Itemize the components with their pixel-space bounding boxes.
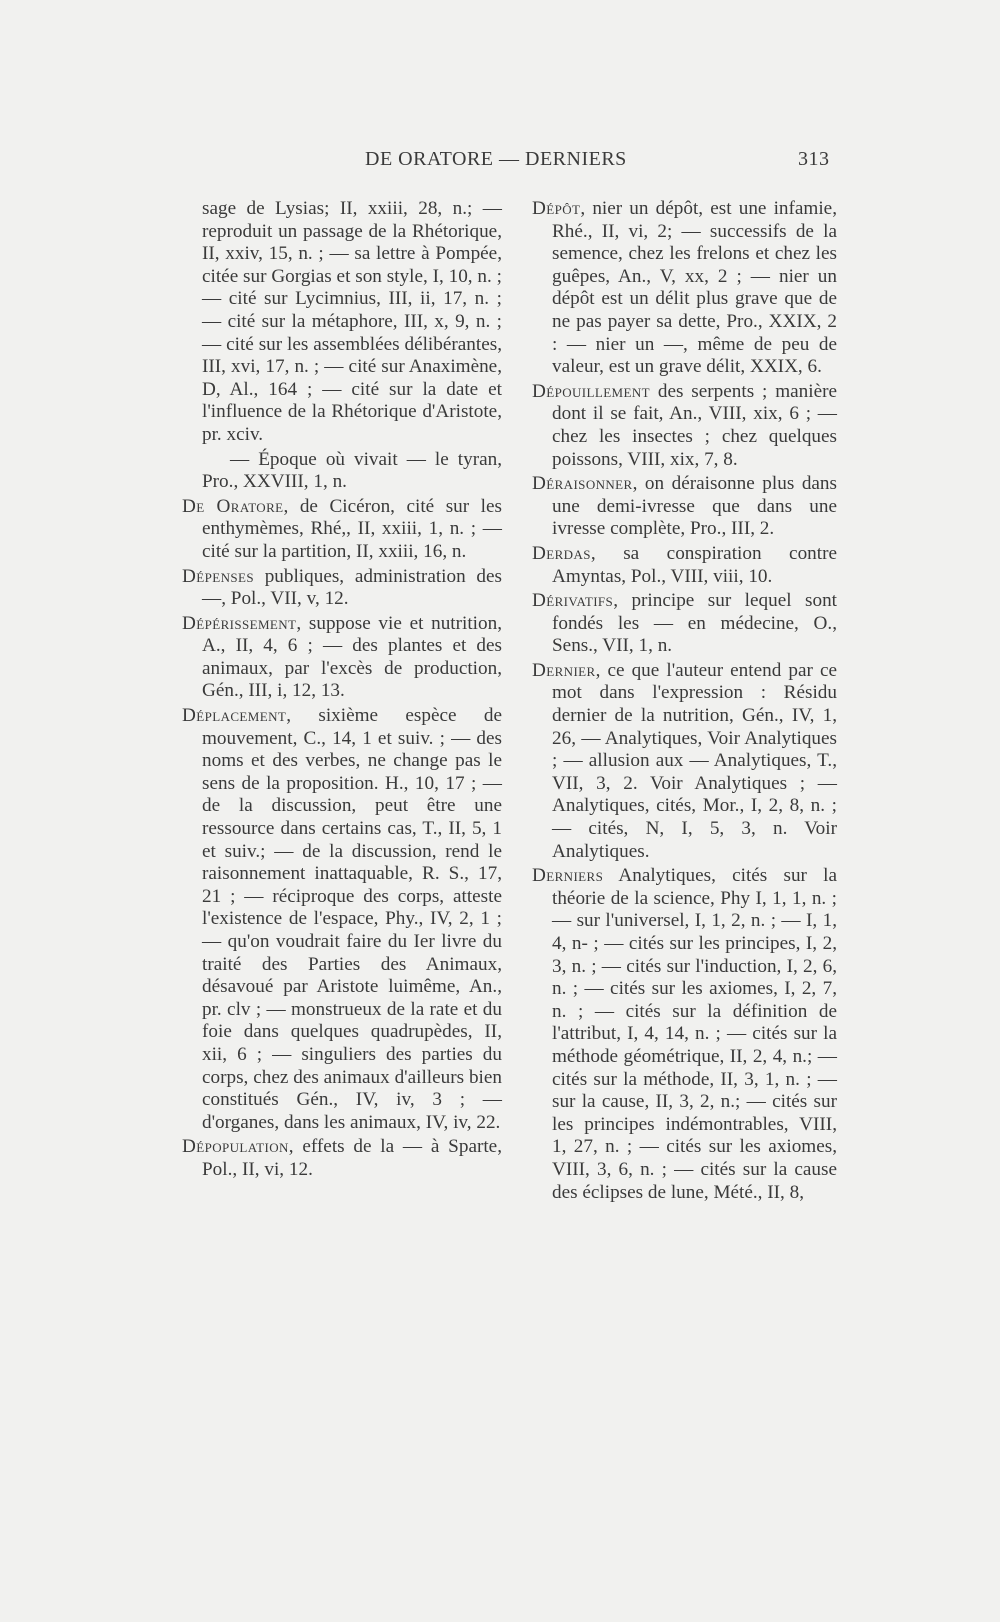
entry-text: sage de Lysias; II, xxiii, 28, n.; — reproduit un passage de la Rhétorique, II, xxiv, 15, n. ; — sa lettre à Pompée, citée sur Gorgias et son style, I, 10, n. ; — cité sur Lycimnius, III, ii, 17, n. ; — cité sur la métaphore, III, x, 9, n. ; — cité sur les assemblées délibérantes, III, xvi, 17, n. ; — cité sur Anaximène, D, Al., 164 ; — cité sur la date et l'influence de la Rhétorique d'Aristote, pr. xciv. [202, 198, 502, 445]
index-entry [182, 705, 502, 1134]
entry-text: , nier un dépôt, est une infamie, Rhé., II, vi, 2; — successifs de la semence, chez les frelons et chez les guêpes, An., V, xx, 2 ; — nier un dépôt est un délit plus grave que de ne pas payer sa dette, Pro., XXIX, 2 : — nier un —, même de peu de valeur, est un grave délit, XXIX, 6. [552, 198, 837, 378]
entry-headword: De Oratore [182, 495, 284, 517]
entry-text: , sa conspiration contre Amyntas, Pol., VIII, viii, 10. [552, 542, 837, 587]
entry-headword: Dépérissement [182, 612, 297, 634]
entry-text: , sixième espèce de mouvement, C., 14, 1 et suiv. ; — des noms et des verbes, ne change pas le sens de la proposition. H., 10, 17 ; — de la discussion, peut être une ressource dans certains cas, T., II, 5, 1 et suiv.; — de la discussion, rend le raisonnement inattaquable, R. S., 17, 21 ; — réciproque des corps, atteste l'existence de l'espace, Phy., IV, 2, 1 ; — qu'on voudrait faire du Ier livre du traité des Parties des Animaux, désavoué par Aristote luimême, An., pr. clv ; — monstrueux de la rate et du foie dans quelques quadrupèdes, II, xii, 6 ; — singuliers des parties du corps, chez des animaux d'ailleurs bien constitués Gén., IV, iv, 3 ; — d'organes, dans les animaux, IV, iv, 22. [202, 705, 502, 1133]
entry-text: , suppose vie et nutrition, A., II, 4, 6 ; — des plantes et des animaux, par l'excès de production, Gén., III, i, 12, 13. [202, 612, 502, 702]
entry-text: , ce que l'auteur entend par ce mot dans l'expression : Résidu dernier de la nutrition, Gén., IV, 1, 26, — Analytiques, Voir Analytiques ; — allusion aux — Analytiques, T., VII, 3, 2. Voir Analytiques ; — Analytiques, cités, Mor., I, 2, 8, n. ; — cités, N, I, 5, 3, n. Voir Analytiques. [552, 659, 837, 862]
running-title: DE ORATORE — DERNIERS [365, 148, 627, 170]
entry-headword: Déraisonner [532, 473, 633, 495]
entry-headword: Dépôt [532, 198, 581, 219]
index-entry [532, 543, 837, 588]
index-entry [182, 198, 502, 447]
left-column [182, 198, 502, 1184]
entry-text: , effets de la — à Sparte, Pol., II, vi, 12. [202, 1136, 502, 1180]
entry-text: publiques, administration des —, Pol., VII, v, 12. [202, 565, 502, 610]
entry-text: des serpents ; manière dont il se fait, An., VIII, xix, 6 ; — chez les insectes ; chez quelques poissons, VIII, xix, 7, 8. [552, 380, 837, 470]
index-entry [532, 381, 837, 471]
index-entry [532, 865, 837, 1204]
index-entry [532, 660, 837, 863]
index-entry [532, 473, 837, 541]
index-entry [182, 496, 502, 564]
entry-headword: Derniers [532, 865, 604, 887]
index-entry [532, 198, 837, 379]
running-header [0, 148, 1000, 178]
entry-text: , on déraisonne plus dans une demi-ivresse que dans une ivresse complète, Pro., III, 2. [552, 473, 837, 540]
entry-headword: Dépouillement [532, 380, 650, 402]
right-column [532, 198, 837, 1206]
entry-text: , de Cicéron, cité sur les enthymèmes, Rhé,, II, xxiii, 1, n. ; — cité sur la partition, II, xxiii, 16, n. [202, 495, 502, 562]
index-entry [532, 590, 837, 658]
entry-headword: Déplacement [182, 705, 287, 727]
entry-headword: Dépopulation [182, 1136, 289, 1158]
entry-headword: Derdas [532, 542, 591, 564]
entry-headword: Dérivatifs [532, 590, 614, 612]
entry-text: — Époque où vivait — le tyran, Pro., XXVIII, 1, n. [202, 448, 502, 493]
entry-headword: Dernier [532, 659, 596, 681]
index-entry [182, 1136, 502, 1181]
index-entry [182, 449, 502, 494]
index-entry [182, 613, 502, 703]
index-entry [182, 566, 502, 611]
entry-headword: Dépenses [182, 565, 254, 587]
page-number: 313 [798, 148, 830, 170]
entry-text: Analytiques, cités sur la théorie de la science, Phy I, 1, 1, n. ; — sur l'universel, I, 1, 2, n. ; — I, 1, 4, n- ; — cités sur les principes, I, 2, 3, n. ; — cités sur l'induction, I, 2, 6, n. ; — cités sur les axiomes, I, 2, 7, n. ; — cités sur la définition de l'attribut, I, 4, 14, n. ; — cités sur la méthode géométrique, II, 2, 4, n.; — cités sur la méthode, II, 3, 1, n. ; — sur la cause, II, 3, 2, n.; — cités sur les principes indémontrables, VIII, 1, 27, n. ; — cités sur les axiomes, VIII, 3, 6, n. ; — cités sur la cause des éclipses de lune, Mété., II, 8, [552, 865, 837, 1203]
entry-text: , principe sur lequel sont fondés les — en médecine, O., Sens., VII, 1, n. [552, 590, 837, 657]
